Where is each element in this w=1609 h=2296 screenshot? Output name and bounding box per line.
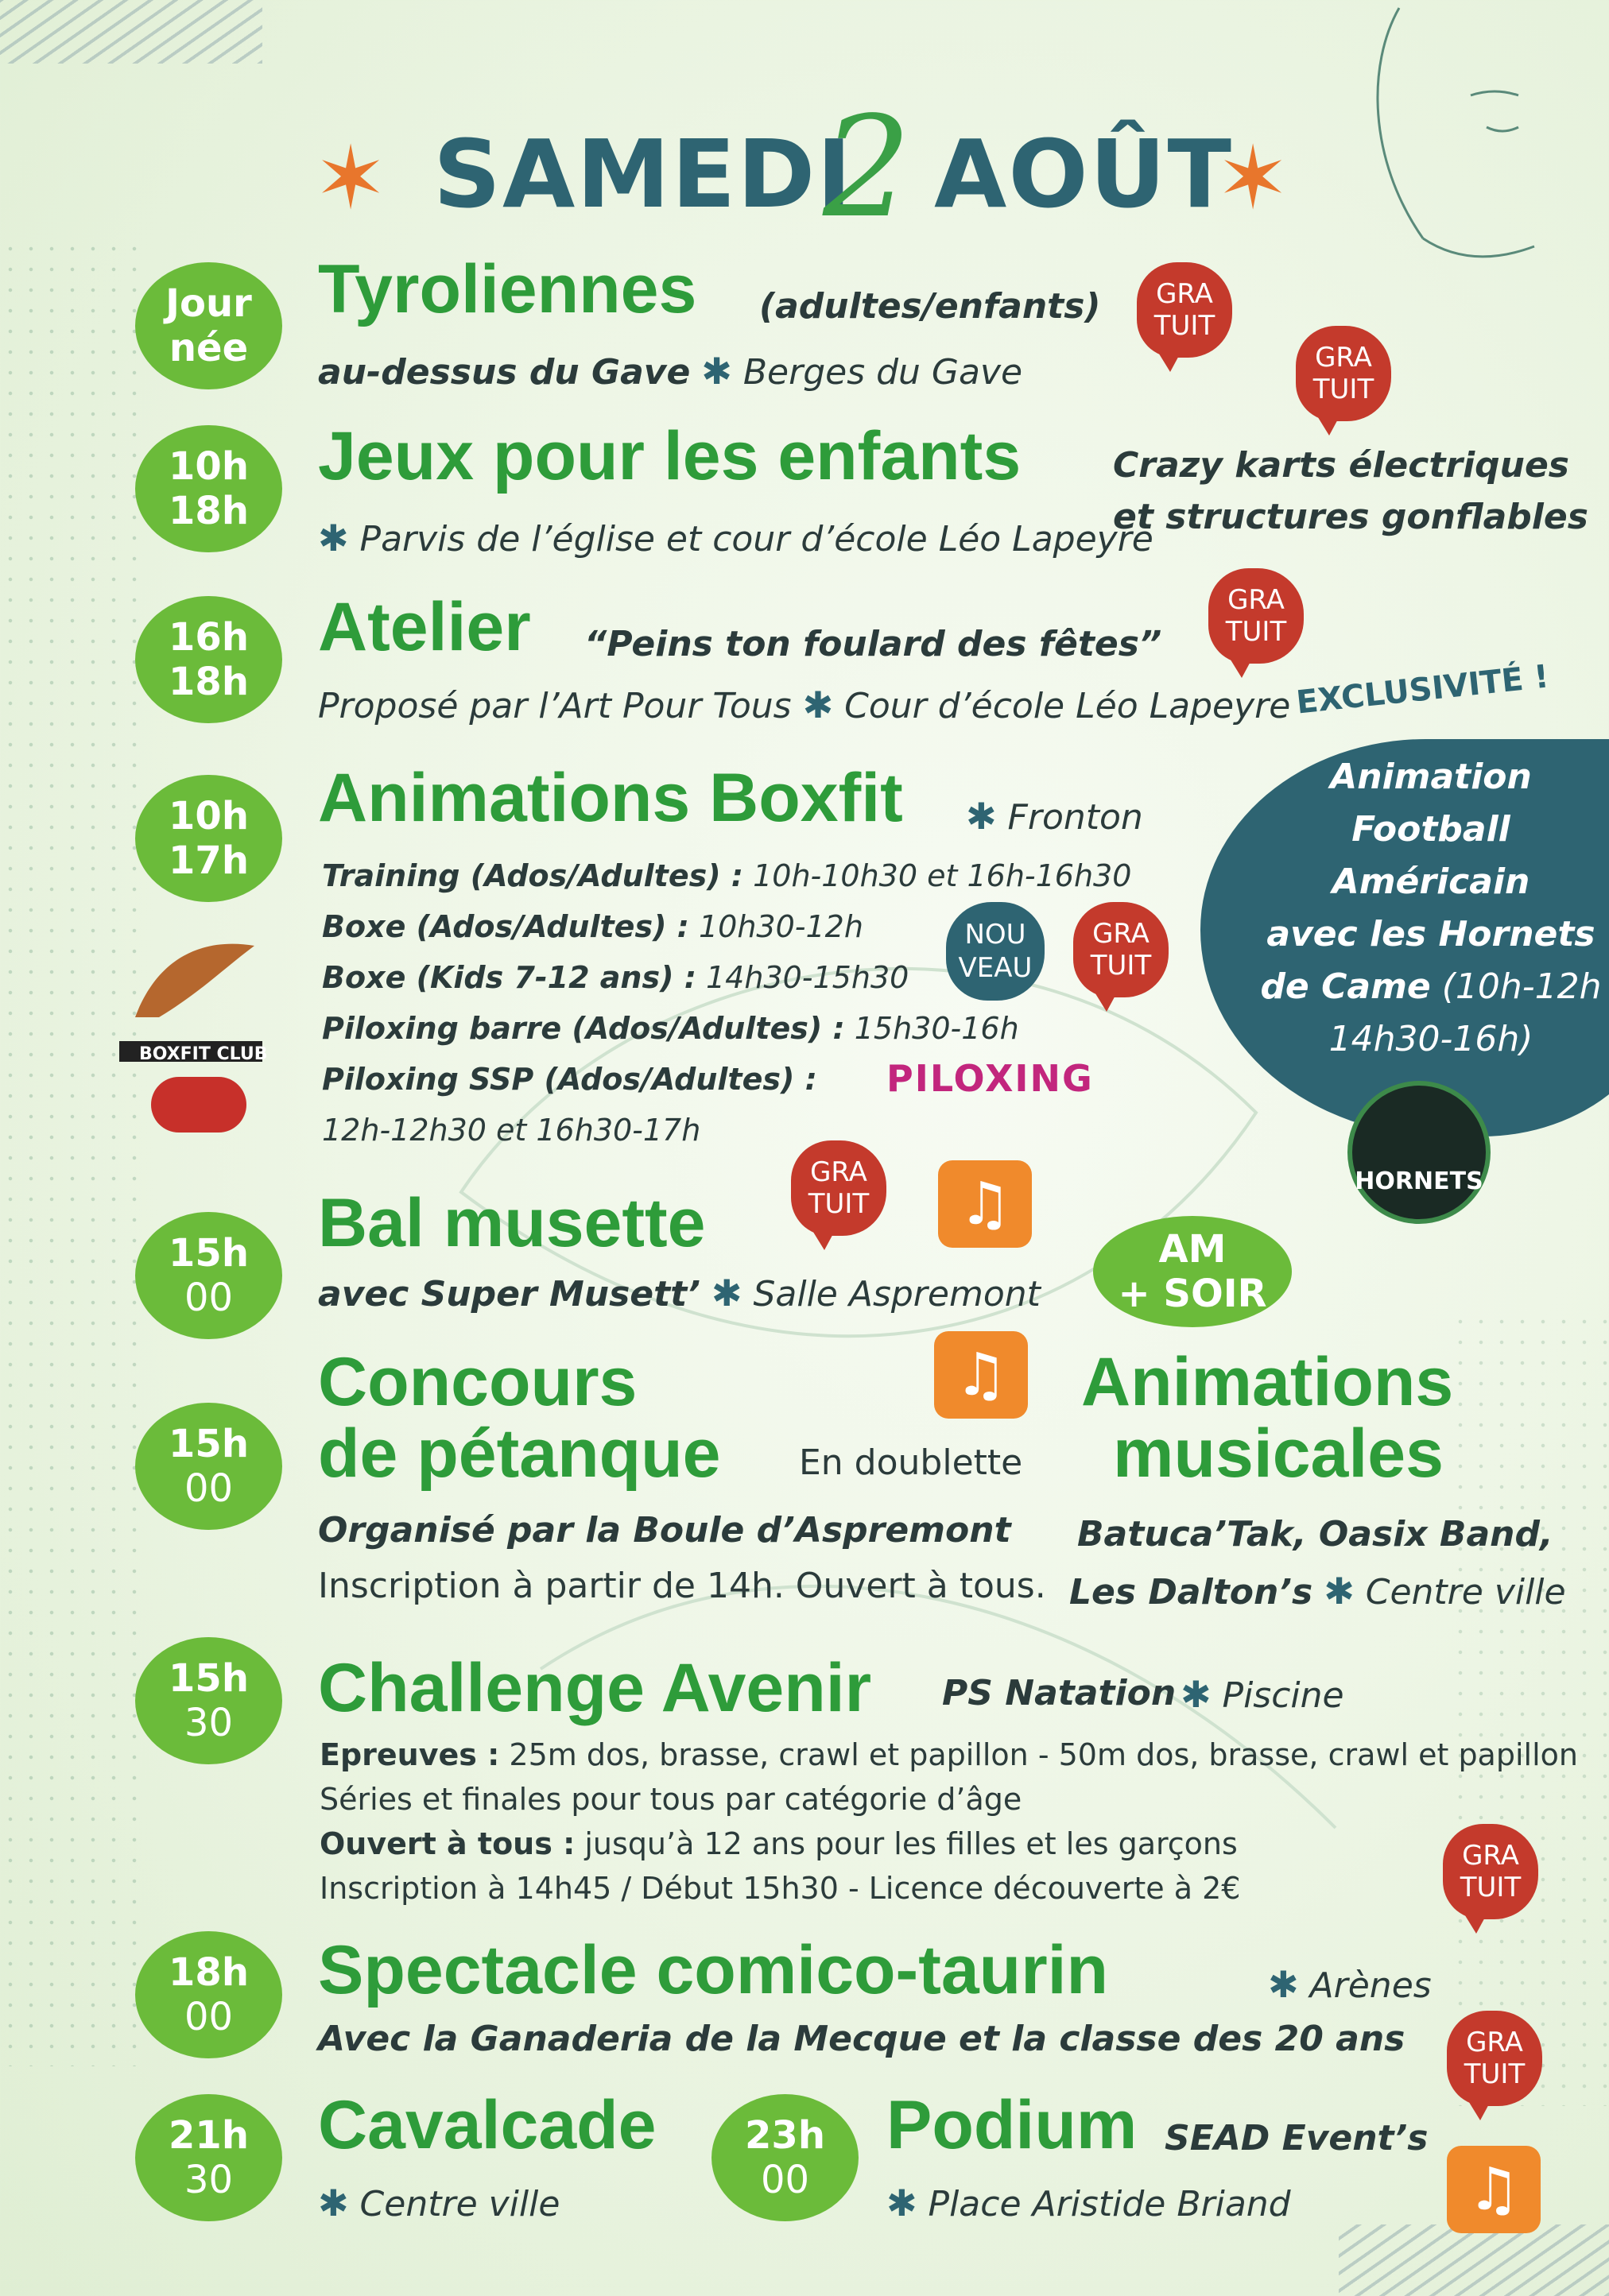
event-location: ✱ Parvis de l’église et cour d’école Léo Lapeyre <box>318 517 1153 559</box>
side-note: Crazy karts électriques <box>1113 445 1569 486</box>
event-title: Spectacle comico-taurin <box>318 1932 1109 2008</box>
music-note-icon: ♫ <box>938 1160 1032 1248</box>
gratuit-badge: GRA TUIT <box>1208 568 1304 664</box>
boxfit-schedule: Training (Ados/Adultes) : 10h-10h30 et 16h-16h30 Boxe (Ados/Adultes) : 10h30-12h Boxe (Kids 7-12 ans) : 14h30-15h30 Piloxing barre (Ados/Adultes) : 15h30-16h Piloxing SSP (Ados/Adultes) : 12h-12h30 et 16h30-17h <box>322 858 1132 1148</box>
time-badge: 15h 30 <box>135 1637 282 1764</box>
time-badge: Jour née <box>135 262 282 389</box>
boxfit-club-label: BOXFIT CLUB <box>139 1044 268 1064</box>
gratuit-badge: GRA TUIT <box>1296 326 1391 421</box>
event-title: Animations Boxfit <box>318 760 903 836</box>
title-number: 2 <box>823 87 912 249</box>
title-month: AOÛT <box>934 119 1233 229</box>
event-location: au-dessus du Gave ✱ Berges du Gave <box>318 350 1023 393</box>
time-badge: 10h 17h <box>135 775 282 902</box>
event-title: de pétanque <box>318 1415 721 1492</box>
time-badge: 15h 00 <box>135 1212 282 1339</box>
event-extra: “Peins ton foulard des fêtes” <box>584 624 1162 664</box>
event-organizer: Organisé par la Boule d’Aspremont <box>318 1510 1011 1551</box>
event-extra: En doublette <box>799 1442 1023 1483</box>
exclusivite-label: EXCLUSIVITÉ ! <box>1294 658 1551 722</box>
star-icon: ✶ <box>314 127 388 229</box>
gratuit-badge: GRA TUIT <box>1073 902 1169 997</box>
am-soir-badge: AM + SOIR <box>1093 1216 1292 1327</box>
event-title: Jeux pour les enfants <box>318 418 1022 494</box>
star-icon: ✶ <box>1216 127 1290 229</box>
time-badge: 16h 18h <box>135 596 282 723</box>
event-location: Proposé par l’Art Pour Tous ✱ Cour d’école Léo Lapeyre <box>318 683 1291 726</box>
exclusivite-text: Animation Football Américain avec les Hornets de Came (10h-12h 14h30-16h) <box>1260 757 1602 1059</box>
musicales-title: musicales <box>1113 1415 1444 1492</box>
time-badge: 21h 30 <box>135 2094 282 2221</box>
event-title: Cavalcade <box>318 2087 657 2163</box>
gratuit-badge: GRA TUIT <box>1137 262 1232 358</box>
musicales-bands: Batuca’Tak, Oasix Band, <box>1077 1514 1553 1555</box>
dot-pattern <box>0 238 143 2066</box>
event-info: Inscription à partir de 14h. Ouvert à tous. <box>318 1566 1046 1606</box>
gratuit-badge: GRA TUIT <box>1443 1824 1538 1919</box>
face-line-art-icon <box>1336 0 1609 286</box>
event-location: avec Super Musett’ ✱ Salle Aspremont <box>318 1272 1041 1314</box>
piloxing-logo: PILOXING <box>886 1057 1094 1100</box>
hornets-logo: HORNETS <box>1347 1081 1491 1224</box>
music-note-icon: ♫ <box>1447 2146 1541 2233</box>
musicales-location: Les Dalton’s ✱ Centre ville <box>1069 1570 1566 1613</box>
challenge-details: Epreuves : 25m dos, brasse, crawl et papillon - 50m dos, brasse, crawl et papillon Séries et finales pour tous par catégorie d’âge Ouvert à tous : jusqu’à 12 ans pour les filles et les garçons Inscription à 14h45 / Début 15h30 - Licence découverte à 2€ <box>320 1737 1578 1906</box>
event-title: Concours <box>318 1344 638 1420</box>
event-title: Challenge Avenir <box>318 1650 872 1726</box>
event-info: Avec la Ganaderia de la Mecque et la classe des 20 ans <box>318 2019 1405 2059</box>
event-extra: (adultes/enfants) <box>759 286 1101 327</box>
event-location: ✱ Centre ville <box>318 2182 560 2224</box>
time-badge: 23h 00 <box>711 2094 859 2221</box>
event-extra: SEAD Event’s <box>1165 2118 1429 2159</box>
event-title: Podium <box>886 2087 1138 2163</box>
gratuit-badge: GRA TUIT <box>1447 2011 1542 2106</box>
event-location: ✱ Fronton <box>966 795 1143 838</box>
event-title: Tyroliennes <box>318 251 697 327</box>
side-note: et structures gonflables <box>1113 497 1588 537</box>
boxing-gloves-icon <box>151 1077 246 1133</box>
event-location: ✱ Place Aristide Briand <box>886 2182 1291 2224</box>
event-title: Atelier <box>318 589 531 665</box>
music-note-icon: ♫ <box>934 1331 1028 1419</box>
title-day: SAMEDI <box>433 119 854 229</box>
hatch-decoration <box>1339 2224 1609 2296</box>
nouveau-badge: NOU VEAU <box>946 902 1045 1001</box>
time-badge: 15h 00 <box>135 1403 282 1530</box>
event-location: ✱ Piscine <box>1181 1673 1344 1716</box>
time-badge: 10h 18h <box>135 425 282 552</box>
event-location: ✱ Arènes <box>1268 1963 1432 2006</box>
hatch-decoration <box>0 0 262 64</box>
musicales-title: Animations <box>1081 1344 1454 1420</box>
time-badge: 18h 00 <box>135 1931 282 2058</box>
event-title: Bal musette <box>318 1185 706 1261</box>
event-extra: PS Natation <box>942 1673 1177 1713</box>
gratuit-badge: GRA TUIT <box>791 1140 886 1236</box>
boxfit-club-logo <box>111 922 270 1065</box>
